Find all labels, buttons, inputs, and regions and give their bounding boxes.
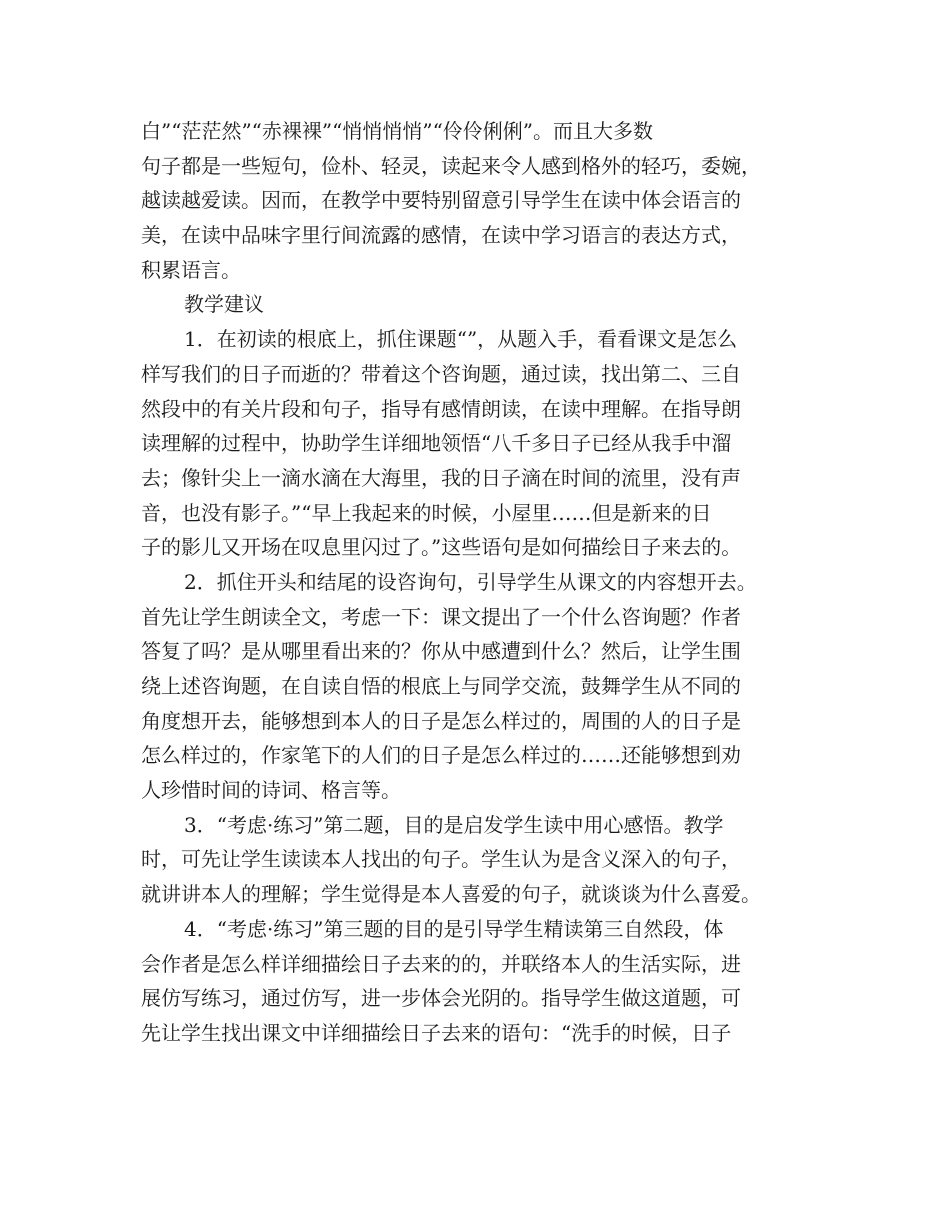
text-line: 时，可先让学生读读本人找出的句子。学生认为是含义深入的句子， [141,847,741,872]
text-line: 首先让学生朗读全文，考虑一下：课文提出了一个什么咨询题？作者 [141,604,741,629]
text-line: 白”“茫茫然”“赤裸裸”“悄悄悄悄”“伶伶俐俐”。而且大多数 [141,119,654,143]
text-line: 绕上述咨询题，在自读自悟的根底上与同学交流，鼓舞学生从不同的 [141,674,741,698]
text-line: 会作者是怎么样详细描绘日子去来的的，并联络本人的生活实际，进 [141,951,741,976]
section-heading: 教学建议 [184,292,264,317]
text-line: 句子都是一些短句，俭朴、轻灵，读起来令人感到格外的轻巧，委婉， [141,153,761,178]
text-line: 样写我们的日子而逝的？带着这个咨询题，通过读，找出第二、三自 [141,361,741,386]
text-line: 音，也没有影子。”“早上我起来的时候，小屋里……但是新来的日 [141,500,712,525]
text-line: 越读越爱读。因而，在教学中要特别留意引导学生在读中体会语言的 [141,188,741,213]
text-line: 先让学生找出课文中详细描绘日子去来的语句：“洗手的时候，日子 [141,1020,732,1045]
text-line: 子的影儿又开场在叹息里闪过了。”这些语句是如何描绘日子来去的。 [141,535,742,560]
text-line: 角度想开去，能够想到本人的日子是怎么样过的，周围的人的日子是 [141,708,741,733]
text-line: 展仿写练习，通过仿写，进一步体会光阴的。指导学生做这道题，可 [141,986,741,1011]
text-line: 人珍惜时间的诗词、格言等。 [141,778,401,803]
text-line: 答复了吗？是从哪里看出来的？你从中感遭到什么？然后，让学生围 [141,639,741,664]
text-line: 2．抓住开头和结尾的设咨询句，引导学生从课文的内容想开去。 [184,569,757,594]
text-line: 1．在初读的根底上，抓住课题“”，从题入手，看看课文是怎么 [184,327,738,352]
text-line: 就讲讲本人的理解；学生觉得是本人喜爱的句子，就谈谈为什么喜爱。 [141,882,761,907]
text-line: 3．“考虑·练习”第二题，目的是启发学生读中用心感悟。教学 [184,812,724,837]
text-line: 美，在读中品味字里行间流露的感情，在读中学习语言的表达方式， [141,223,741,248]
text-line: 然段中的有关片段和句子，指导有感情朗读，在读中理解。在指导朗 [141,396,741,421]
text-line: 读理解的过程中，协助学生详细地领悟“八千多日子已经从我手中溜 [141,431,732,456]
document-page [141,114,821,1051]
text-line: 4．“考虑·练习”第三题的目的是引导学生精读第三自然段，体 [184,916,724,941]
text-line: 去；像针尖上一滴水滴在大海里，我的日子滴在时间的流里，没有声 [141,465,741,490]
text-line: 积累语言。 [141,257,241,282]
text-line: 怎么样过的，作家笔下的人们的日子是怎么样过的……还能够想到劝 [141,743,741,768]
